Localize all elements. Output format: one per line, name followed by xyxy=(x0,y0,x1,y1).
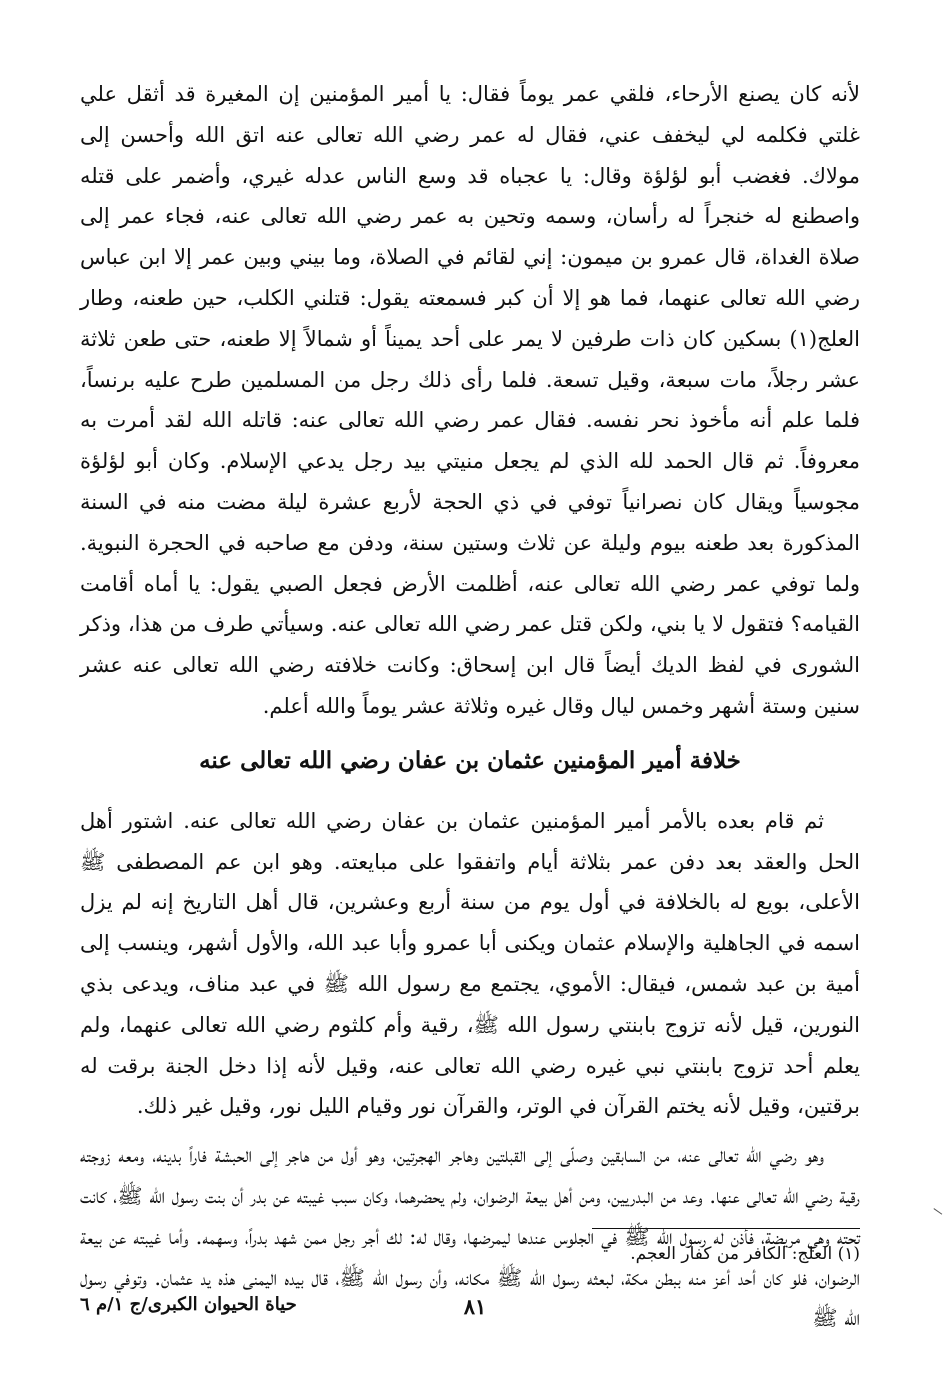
footnote: (١) العلج: الكافر من كفار العجم. xyxy=(630,1244,860,1264)
footnote-divider xyxy=(592,1228,860,1229)
scan-edge-mark xyxy=(928,1208,943,1223)
book-signature-mark: حياة الحيوان الكبرى/ج ١/م ٦ xyxy=(80,1294,297,1315)
paragraph-uthman-caliphate: ثم قام بعده بالأمر أمير المؤمنين عثمان بن عفان رضي الله تعالى عنه. اشتور أهل الحل والعقد بعد دفن عمر بثلاثة أيام واتفقوا على مبايعته. وهو ابن عم المصطفى ﷺ الأعلى، بويع له بالخلافة في أول يوم من سنة أربع وعشرين، قال أهل التاريخ إنه لم يزل اسمه في الجاهلية والإسلام عثمان ويكنى أبا عمرو وأبا عبد الله، والأول أشهر، وينسب إلى أمية بن عبد شمس، فيقال: الأموي، يجتمع مع رسول الله ﷺ في عبد مناف، ويدعى بذي النورين، قيل لأنه تزوج بابنتي رسول الله ﷺ، رقية وأم كلثوم رضي الله تعالى عنهما، ولم يعلم أحد تزوج بابنتي نبي غيره رضي الله تعالى عنه، وقيل لأنه إذا دخل الجنة برقت له برقتين، وقيل لأنه يختم القرآن في الوتر، والقرآن نور وقيام الليل نور، وقيل غير ذلك. xyxy=(80,808,860,1119)
page-number: ٨١ xyxy=(463,1294,487,1319)
section-title: خلافة أمير المؤمنين عثمان بن عفان رضي الله تعالى عنه xyxy=(199,746,741,774)
page-body xyxy=(80,74,860,1339)
paragraph-uthman-virtues: وهو رضي الله تعالى عنه، من السابقين وصلّى إلى القبلتين وهاجر الهجرتين، وهو أول من هاجر إلى الحبشة فاراً بدينه، ومعه زوجته رقية رضي الله تعالى عنها. وعد من البدريين، ومن أهل بيعة الرضوان، ولم يحضرهما، وكان سبب غيبته عن بدر أن بنت رسول الله ﷺ، كانت تحته وهي مريضة، فأذن له رسول الله ﷺ في الجلوس عندها ليمرضها، وقال له: لك أجر رجل ممن شهد بدراً، وسهمه. وأما غيبته عن بيعة الرضوان، فلو كان أحد أعز منه ببطن مكة، لبعثه رسول الله ﷺ مكانه، وأن رسول الله ﷺ، قال بيده اليمنى هذه يد عثمان. وتوفي رسول الله ﷺ xyxy=(80,1143,860,1331)
paragraph-umar-death: لأنه كان يصنع الأرحاء، فلقي عمر يوماً فقال: يا أمير المؤمنين إن المغيرة قد أثقل علي غلتي فكلمه لي ليخفف عني، فقال له عمر رضي الله تعالى عنه اتق الله وأحسن إلى مولاك. فغضب أبو لؤلؤة وقال: يا عجباه قد وسع الناس عدله غيري، وأضمر على قتله واصطنع له خنجراً له رأسان، وسمه وتحين به عمر رضي الله تعالى عنه، فجاء عمر إلى صلاة الغداة، قال عمرو بن ميمون: إني لقائم في الصلاة، وما بيني وبين عمر إلا ابن عباس رضي الله تعالى عنهما، فما هو إلا أن كبر فسمعته يقول: قتلني الكلب، حين طعنه، وطار العلج(١) بسكين كان ذات طرفين لا يمر على أحد يميناً أو شمالاً إلا طعنه، حتى طعن ثلاثة عشر رجلاً، مات سبعة، وقيل تسعة. فلما رأى ذلك رجل من المسلمين طرح عليه برنساً، فلما علم أنه مأخوذ نحر نفسه. فقال عمر رضي الله تعالى عنه: قاتله الله لقد أمرت به معروفاً. ثم قال الحمد لله الذي لم يجعل منيتي بيد رجل يدعي الإسلام. وكان أبو لؤلؤة مجوسياً ويقال كان نصرانياً توفي في ذي الحجة لأربع عشرة ليلة مضت منه في السنة المذكورة بعد طعنه بيوم وليلة عن ثلاث وستين سنة، ودفن مع صاحبه في الحجرة النبوية. ولما توفي عمر رضي الله تعالى عنه، أظلمت الأرض فجعل الصبي يقول: يا أماه أقامت القيامه؟ فتقول لا يا بني، ولكن قتل عمر رضي الله تعالى عنه. وسيأتي طرف من هذا، وذكر الشورى في لفظ الديك أيضاً قال ابن إسحاق: وكانت خلافته رضي الله تعالى عنه عشر سنين وستة أشهر وخمس ليال وقال غيره وثلاثة عشر يوماً والله أعلم. xyxy=(80,82,861,718)
